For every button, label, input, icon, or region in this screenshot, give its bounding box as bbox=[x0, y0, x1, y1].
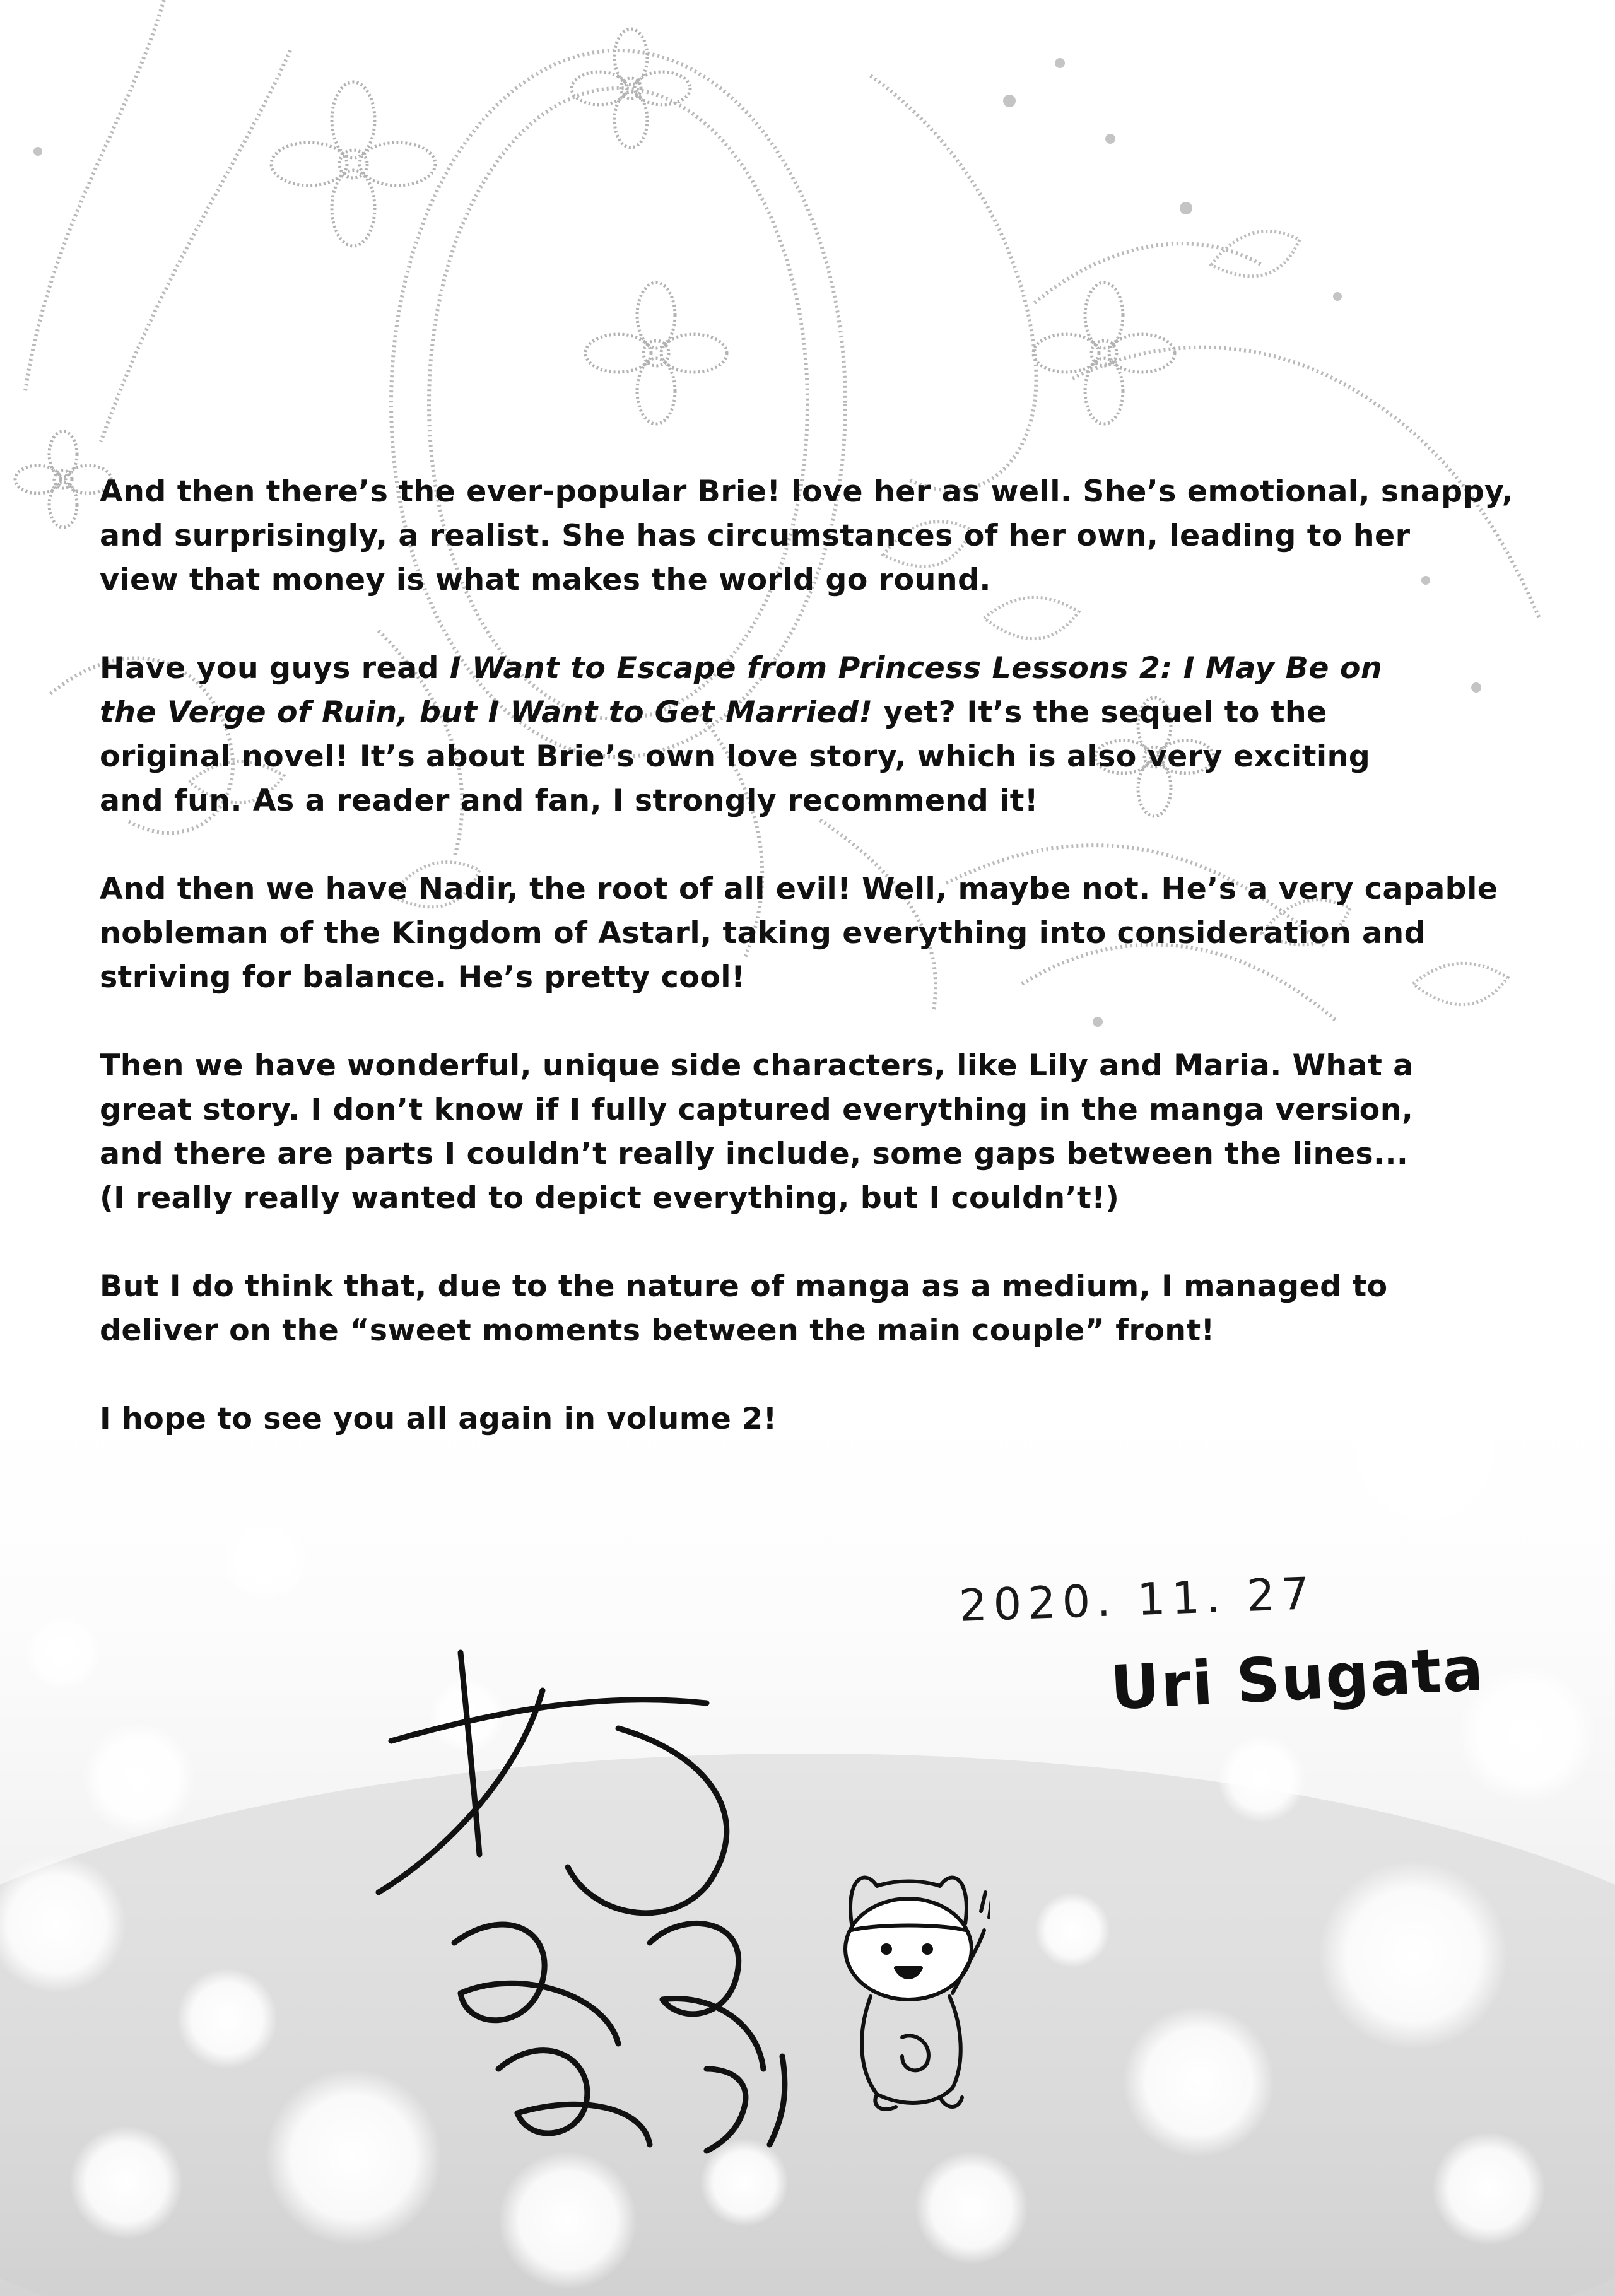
mascot-doodle bbox=[826, 1854, 990, 2119]
signature-drawing bbox=[353, 1615, 808, 2157]
sequel-title: I Want to Escape from Princess Lessons 2: I May Be on the Verge of Ruin, but I Want to Get Married! bbox=[100, 651, 1383, 730]
handwritten-date: 2020. 11. 27 bbox=[958, 1567, 1317, 1632]
paragraph-nadir: And then we have Nadir, the root of all evil! Well, maybe not. He’s a very capable nobleman of the Kingdom of Astarl, taking everything into consideration and striving for balance. He’s pretty cool! bbox=[100, 872, 1498, 995]
handwritten-name: Uri Sugata bbox=[1108, 1633, 1486, 1724]
sequel-intro: Have you guys read bbox=[100, 651, 450, 686]
afterword-text bbox=[100, 470, 1525, 1485]
paragraph-sequel bbox=[100, 647, 1525, 823]
paragraph-brie: And then there’s the ever-popular Brie! love her as well. She’s emotional, snappy, and surprisingly, a realist. She has circumstances of her own, leading to her view that money is what makes the world go round. bbox=[100, 474, 1514, 597]
paragraph-sweet-moments: But I do think that, due to the nature of manga as a medium, I managed to deliver on the “sweet moments between the main couple” front! bbox=[100, 1269, 1388, 1348]
paragraph-side-characters: Then we have wonderful, unique side characters, like Lily and Maria. What a great story. I don’t know if I fully captured everything in the manga version, and there are parts I couldn’t really include, some gaps between the lines... (I really really wanted to depict everything, but I couldn’t!) bbox=[100, 1048, 1414, 1215]
paragraph-closing: I hope to see you all again in volume 2! bbox=[100, 1402, 777, 1436]
sequel-after-title: yet? bbox=[872, 695, 967, 730]
sequel-rest: It’s the sequel to the original novel! It’s about Brie’s own love story, which is also very exciting and fun. As a reader and fan, I strongly recommend it! bbox=[100, 695, 1371, 818]
